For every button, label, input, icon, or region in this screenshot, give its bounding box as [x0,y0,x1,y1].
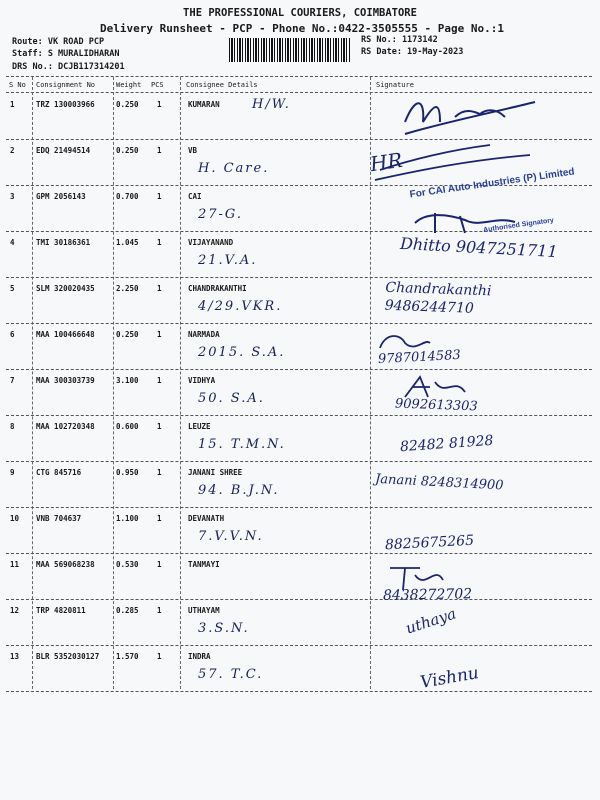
cell-consignee-name: CHANDRAKANTHI [188,284,247,293]
cell-sno: 9 [10,468,15,477]
drs-number: DRS No.: DCJB117314201 [12,62,125,72]
cell-weight: 1.100 [116,514,139,523]
cell-handwritten-address: 27-G. [198,207,243,222]
row-separator [6,599,592,600]
cell-consignment-no: MAA 100466648 [36,330,95,339]
cell-sno: 7 [10,376,15,385]
cell-sno: 3 [10,192,15,201]
col-header-consignment: Consignment No [36,81,96,89]
cell-consignment-no: TMI 30186361 [36,238,91,247]
cell-pcs: 1 [157,560,162,569]
cell-consignment-no: TRP 4820811 [36,606,86,615]
signature-text-row-12: uthaya [403,604,459,638]
cell-sno: 1 [10,100,15,109]
signature-text-row-7: 9092613303 [394,396,478,415]
signature-text-row-10: 8825675265 [384,532,475,554]
cell-consignment-no: TRZ 130003966 [36,100,95,109]
cell-handwritten-address: 15. T.M.N. [198,437,286,452]
cell-consignment-no: MAA 300303739 [36,376,95,385]
cell-consignee-name: VIJAYANAND [188,238,234,247]
rs-number: RS No.: 1173142 [361,35,438,45]
column-divider [180,77,181,689]
cell-handwritten-address: H. Care. [198,161,270,176]
col-header-signature: Signature [376,81,414,89]
signature-text-row-8: 82482 81928 [399,432,494,456]
signature-text-row-4: Dhitto 9047251711 [399,233,559,262]
row-separator [6,277,592,278]
cell-pcs: 1 [157,652,162,661]
cell-consignment-no: GPM 2056143 [36,192,86,201]
cell-sno: 8 [10,422,15,431]
cell-handwritten-address: 50. S.A. [198,391,265,406]
cell-sno: 4 [10,238,15,247]
cell-sno: 2 [10,146,15,155]
col-header-weight: Weight [116,81,142,89]
cell-sno: 10 [10,514,20,523]
cell-sno: 6 [10,330,15,339]
cell-consignment-no: EDQ 21494514 [36,146,91,155]
cell-weight: 0.250 [116,146,139,155]
cell-consignment-no: SLM 320020435 [36,284,95,293]
signature-text-row-2: HR [368,147,405,177]
cell-pcs: 1 [157,468,162,477]
cell-consignee-name: LEUZE [188,422,211,431]
row-separator [6,461,592,462]
cell-consignment-no: CTG 845716 [36,468,82,477]
cell-consignee-name: INDRA [188,652,211,661]
cell-consignment-no: MAA 102720348 [36,422,95,431]
cell-pcs: 1 [157,422,162,431]
cell-handwritten-address: 7.V.V.N. [198,529,264,544]
cell-consignee-name: VIDHYA [188,376,216,385]
route-label: Route: VK ROAD PCP [12,37,105,47]
cell-consignee-name: DEVANATH [188,514,225,523]
cell-handwritten-address: 21.V.A. [198,253,258,268]
cell-sno: 11 [10,560,20,569]
cell-weight: 0.700 [116,192,139,201]
cell-weight: 3.100 [116,376,139,385]
cell-pcs: 1 [157,238,162,247]
cell-handwritten-address: 94. B.J.N. [198,483,280,498]
cell-consignment-no: VNB 704637 [36,514,82,523]
cell-handwritten-address: 3.S.N. [198,621,250,636]
signature-text-row-11: 8438272702 [382,586,473,604]
cell-weight: 0.285 [116,606,139,615]
row-separator [6,553,592,554]
cell-handwritten-address: 57. T.C. [198,667,264,682]
cell-weight: 0.250 [116,100,139,109]
cell-pcs: 1 [157,192,162,201]
signature-text-row-13: Vishnu [418,663,481,693]
row-separator [6,415,592,416]
cell-pcs: 1 [157,100,162,109]
cell-consignee-name: UTHAYAM [188,606,220,615]
signature-scribble-row-1 [385,92,555,142]
column-divider [32,77,33,689]
cell-consignee-name: TANMAYI [188,560,220,569]
cell-consignee-name: JANANI SHREE [188,468,243,477]
cell-pcs: 1 [157,284,162,293]
row-separator [6,645,592,646]
cell-weight: 0.250 [116,330,139,339]
cell-sno: 13 [10,652,20,661]
cell-weight: 1.570 [116,652,139,661]
cell-weight: 0.530 [116,560,139,569]
cell-weight: 2.250 [116,284,139,293]
header-top-rule [6,76,592,77]
authorised-signatory-stamp: Authorised Signatory [482,217,555,234]
row-separator [6,369,592,370]
cell-consignee-name: CAI [188,192,202,201]
cell-handwritten-address: 2015. S.A. [198,345,286,360]
row-separator [6,507,592,508]
column-divider [113,77,114,689]
cell-sno: 12 [10,606,20,615]
cell-handwritten-address: 4/29.VKR. [198,299,283,314]
signature-text-row-5: Chandrakanthi 9486244710 [384,279,492,317]
company-stamp: For CAI Auto Industries (P) Limited [409,166,576,201]
col-header-pcs: PCS [151,81,164,89]
cell-pcs: 1 [157,146,162,155]
cell-consignment-no: MAA 569068238 [36,560,95,569]
cell-consignee-name: VB [188,146,198,155]
cell-pcs: 1 [157,514,162,523]
cell-consignment-no: BLR 5352030127 [36,652,100,661]
cell-weight: 0.600 [116,422,139,431]
cell-consignee-name: NARMADA [188,330,220,339]
cell-handwritten-address: H/W. [252,97,291,112]
cell-weight: 0.950 [116,468,139,477]
col-header-sno: S No [9,81,26,89]
cell-pcs: 1 [157,330,162,339]
row-separator [6,323,592,324]
staff-label: Staff: S MURALIDHARAN [12,49,120,59]
cell-pcs: 1 [157,376,162,385]
cell-pcs: 1 [157,606,162,615]
runsheet-subtitle: Delivery Runsheet - PCP - Phone No.:0422-3505555 - Page No.:1 [100,22,504,35]
row-separator [6,691,592,692]
cell-consignee-name: KUMARAN [188,100,220,109]
barcode [229,38,351,62]
signature-text-row-6: 9787014583 [377,347,462,368]
rs-date: RS Date: 19-May-2023 [361,47,464,57]
signature-text-row-9: Janani 8248314900 [374,471,504,494]
company-title: THE PROFESSIONAL COURIERS, COIMBATORE [183,7,417,19]
col-header-consignee: Consignee Details [186,81,258,89]
cell-sno: 5 [10,284,15,293]
cell-weight: 1.045 [116,238,139,247]
